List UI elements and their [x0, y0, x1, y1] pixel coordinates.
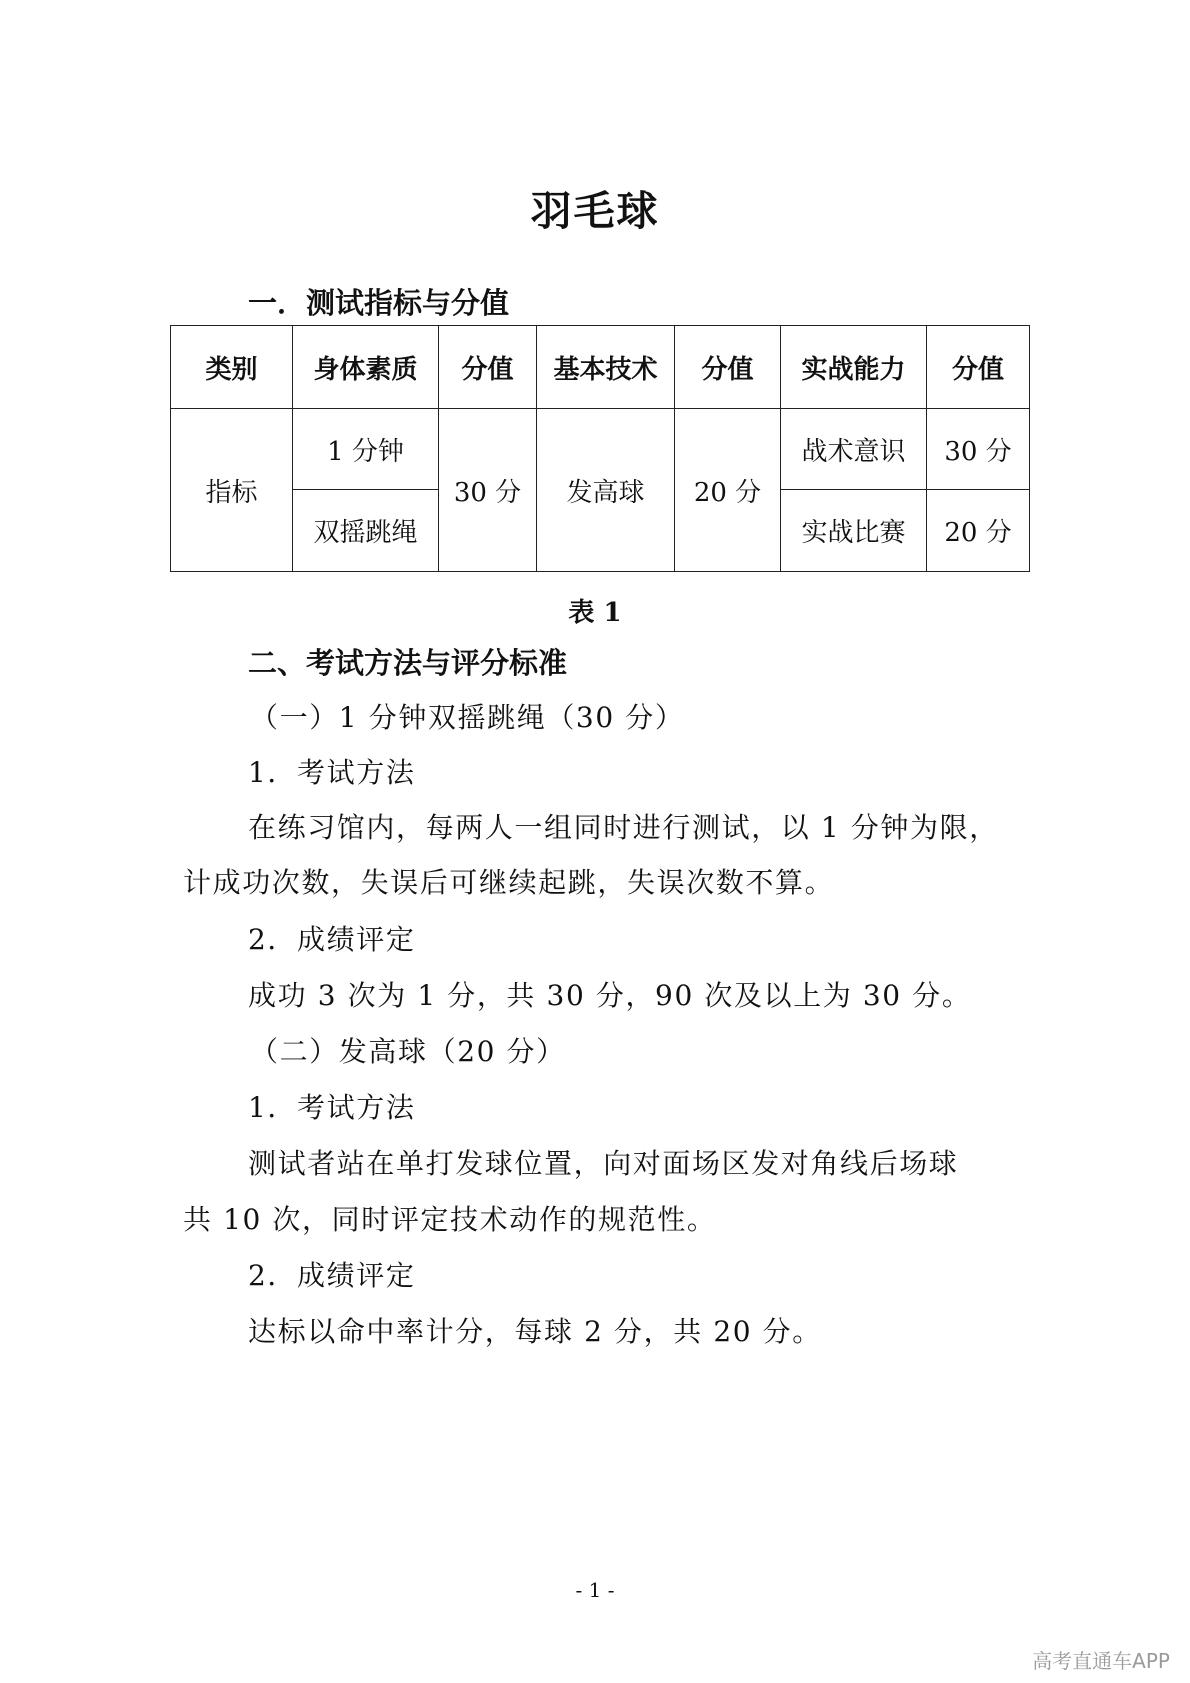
part1-title: （一）1 分钟双摇跳绳（30 分） — [250, 701, 685, 734]
section1-heading: 一．测试指标与分值 — [248, 286, 510, 320]
physical-score-cell: 30 分 — [439, 409, 537, 572]
page-title: 羽毛球 — [530, 187, 660, 235]
part2-method-title: 1．考试方法 — [248, 1091, 416, 1124]
combat-score-cell: 20 分 — [927, 490, 1030, 572]
part1-grading-title: 2．成绩评定 — [248, 923, 416, 956]
watermark: 高考直通车APP — [1032, 1649, 1170, 1673]
part2-title: （二）发高球（20 分） — [250, 1035, 566, 1068]
table-header-cell: 基本技术 — [537, 326, 675, 409]
part1-method-line1: 在练习馆内，每两人一组同时进行测试，以 1 分钟为限， — [248, 811, 999, 844]
physical-item-line1: 1 分钟 — [293, 409, 439, 490]
technique-score-cell: 20 分 — [675, 409, 781, 572]
part1-method-title: 1．考试方法 — [248, 756, 416, 789]
table-header-cell: 分值 — [927, 326, 1030, 409]
part1-grading-text: 成功 3 次为 1 分，共 30 分，90 次及以上为 30 分。 — [248, 979, 972, 1012]
table-header-cell: 实战能力 — [781, 326, 927, 409]
part2-method-line1: 测试者站在单打发球位置，向对面场区发对角线后场球 — [248, 1147, 959, 1180]
technique-item-cell: 发高球 — [537, 409, 675, 572]
section2-heading: 二、考试方法与评分标准 — [248, 646, 568, 680]
row-label-cell: 指标 — [171, 409, 293, 572]
part2-method-line2: 共 10 次，同时评定技术动作的规范性。 — [183, 1203, 717, 1236]
physical-item-line2: 双摇跳绳 — [293, 490, 439, 572]
table-header-row — [171, 326, 1030, 409]
combat-item-cell: 实战比赛 — [781, 490, 927, 572]
score-table — [170, 325, 1030, 572]
part1-method-line2: 计成功次数，失误后可继续起跳，失误次数不算。 — [183, 866, 835, 899]
part2-grading-title: 2．成绩评定 — [248, 1259, 416, 1292]
table-header-cell: 类别 — [171, 326, 293, 409]
combat-item-cell: 战术意识 — [781, 409, 927, 490]
combat-score-cell: 30 分 — [927, 409, 1030, 490]
table-row — [171, 409, 1030, 490]
table-header-cell: 身体素质 — [293, 326, 439, 409]
part2-grading-text: 达标以命中率计分，每球 2 分，共 20 分。 — [248, 1315, 822, 1348]
table-header-cell: 分值 — [675, 326, 781, 409]
page-number: - 1 - — [575, 1578, 615, 1602]
table-caption: 表 1 — [568, 598, 622, 628]
table-header-cell: 分值 — [439, 326, 537, 409]
